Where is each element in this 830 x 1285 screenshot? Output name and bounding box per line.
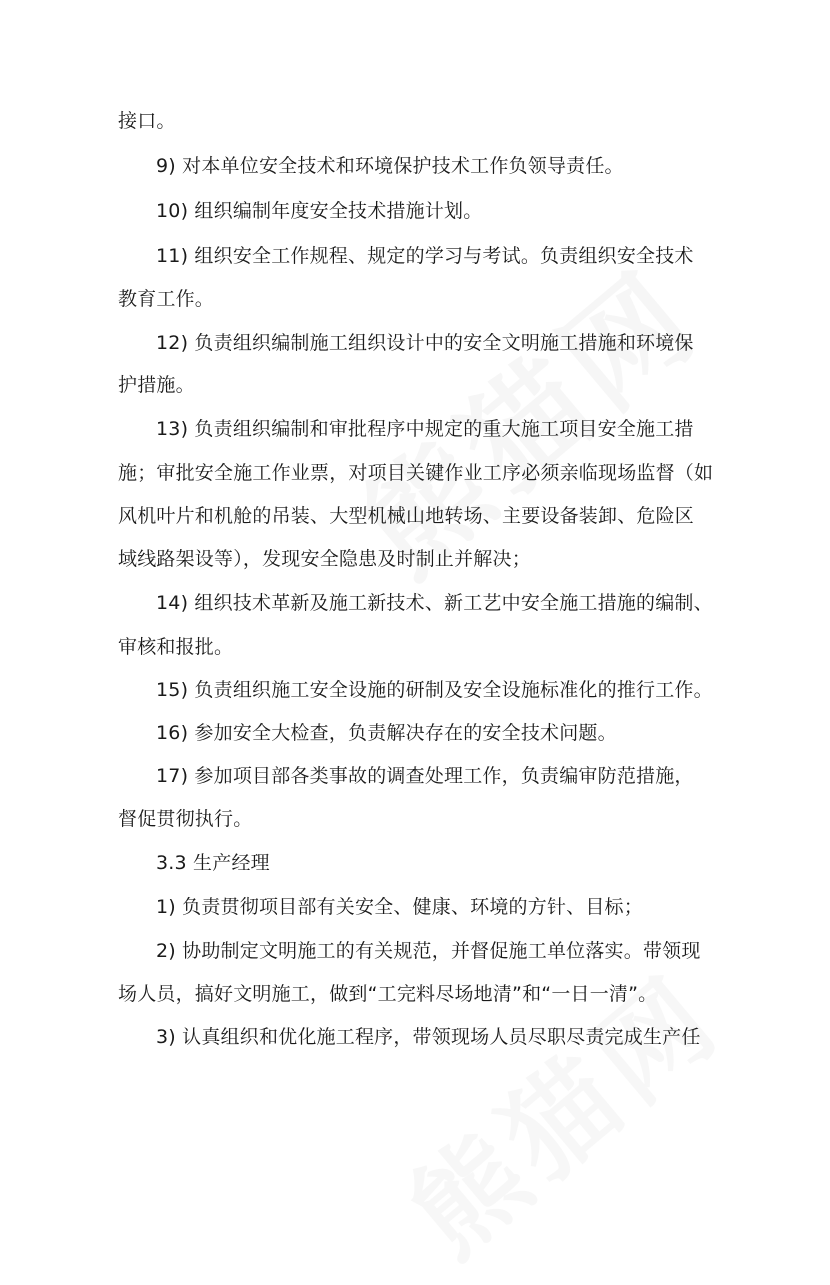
section-heading: 3.3 生产经理 — [156, 852, 270, 874]
text-line: 17) 参加项目部各类事故的调查处理工作，负责编审防范措施， — [156, 765, 694, 787]
text-line: 接口。 — [118, 110, 176, 132]
text-line: 3) 认真组织和优化施工程序，带领现场人员尽职尽责完成生产任 — [156, 1026, 701, 1048]
text-line: 风机叶片和机舱的吊装、大型机械山地转场、主要设备装卸、危险区 — [118, 505, 695, 527]
text-line: 10) 组织编制年度安全技术措施计划。 — [156, 200, 483, 222]
text-line: 15) 负责组织施工安全设施的研制及安全设施标准化的推行工作。 — [156, 679, 713, 701]
text-line: 护措施。 — [118, 374, 195, 396]
text-line: 教育工作。 — [118, 288, 215, 310]
text-line: 域线路架设等），发现安全隐患及时制止并解决； — [118, 548, 531, 570]
text-line: 场人员，搞好文明施工，做到“工完料尽场地清”和“一日一清”。 — [118, 983, 658, 1005]
text-line: 1) 负责贯彻项目部有关安全、健康、环境的方针、目标； — [156, 896, 643, 918]
text-line: 2) 协助制定文明施工的有关规范，并督促施工单位落实。带领现 — [156, 940, 701, 962]
text-line: 16) 参加安全大检查，负责解决存在的安全技术问题。 — [156, 722, 617, 744]
text-line: 9) 对本单位安全技术和环境保护技术工作负领导责任。 — [156, 155, 624, 177]
text-line: 11) 组织安全工作规程、规定的学习与考试。负责组织安全技术 — [156, 245, 694, 267]
text-line: 14) 组织技术革新及施工新技术、新工艺中安全施工措施的编制、 — [156, 592, 713, 614]
text-line: 审核和报批。 — [118, 636, 234, 658]
text-line: 施；审批安全施工作业票，对项目关键作业工序必须亲临现场监督（如 — [118, 462, 714, 484]
text-line: 13) 负责组织编制和审批程序中规定的重大施工项目安全施工措 — [156, 418, 694, 440]
text-line: 12) 负责组织编制施工组织设计中的安全文明施工措施和环境保 — [156, 332, 694, 354]
text-line: 督促贯彻执行。 — [118, 808, 253, 830]
